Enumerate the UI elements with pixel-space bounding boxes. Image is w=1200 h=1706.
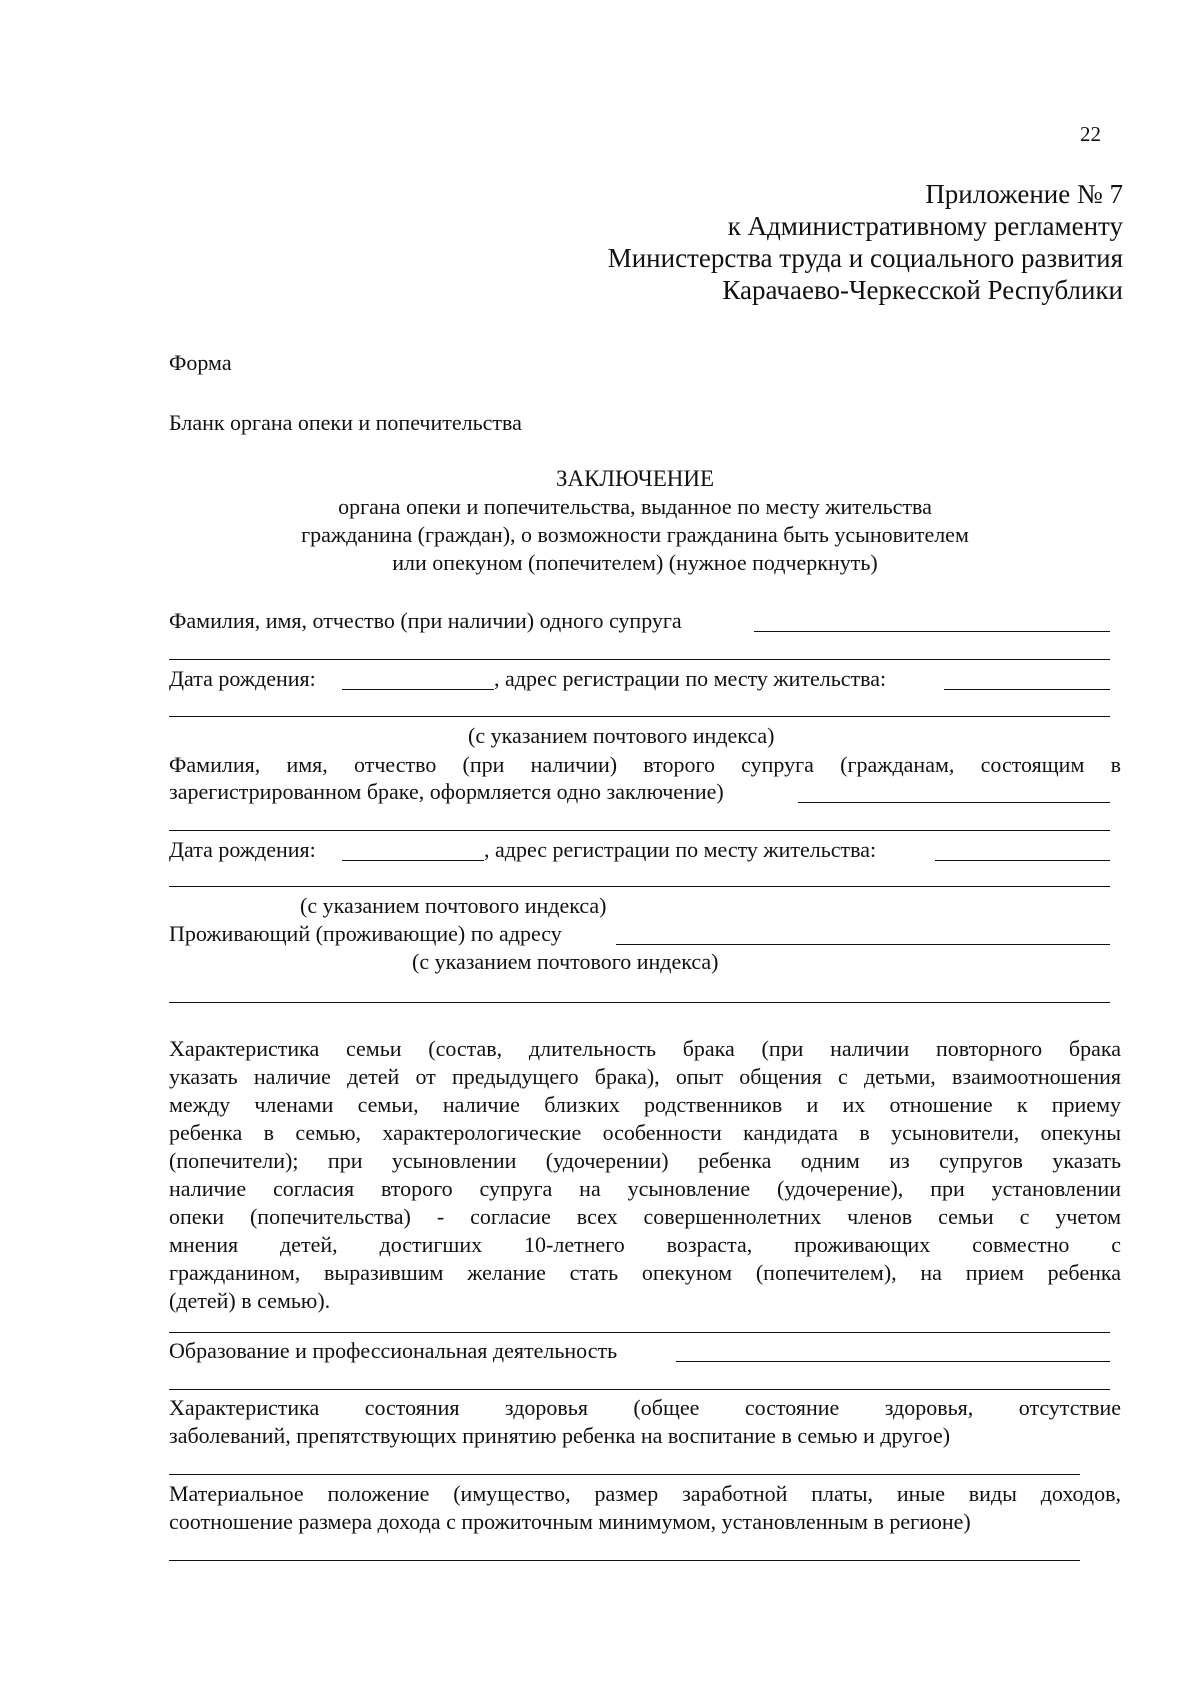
letterhead-label: Бланк органа опеки и попечительства [169, 410, 522, 435]
spouse1-name-label: Фамилия, имя, отчество (при наличии) одного супруга [169, 608, 682, 633]
postal-note-3: (с указанием почтового индекса) [412, 949, 719, 974]
health-blank[interactable] [169, 1474, 1080, 1475]
title-heading: ЗАКЛЮЧЕНИЕ [555, 466, 715, 491]
title-line-1: органа опеки и попечительства, выданное по месту жительства [338, 494, 932, 519]
family-line: между членами семьи, наличие близких родственников и их отношение к приему [169, 1092, 1121, 1117]
family-line: (попечители); при усыновлении (удочерении) ребенка одним из супругов указать [169, 1148, 1121, 1173]
family-line: ребенка в семью, характерологические особенности кандидата в усыновители, опекуны [169, 1120, 1121, 1145]
residing-label: Проживающий (проживающие) по адресу [169, 921, 562, 946]
spouse2-name-blank[interactable] [798, 802, 1110, 803]
appendix-republic: Карачаево-Черкесской Республики [722, 275, 1123, 305]
spouse1-name-blank-2[interactable] [169, 659, 1110, 660]
spouse2-line-1: Фамилия, имя, отчество (при наличии) второго супруга (гражданам, состоящим в [169, 752, 1121, 777]
title-line-3: или опекуном (попечителем) (нужное подчеркнуть) [392, 550, 878, 575]
family-line: гражданином, выразившим желание стать опекуном (попечителем), на прием ребенка [169, 1260, 1121, 1285]
birth-date-1-blank[interactable] [342, 689, 494, 690]
reg-address-2-blank-2[interactable] [169, 886, 1110, 887]
material-blank[interactable] [169, 1560, 1080, 1561]
spouse2-label [169, 751, 1121, 779]
residing-blank-2[interactable] [169, 1002, 1110, 1003]
education-blank[interactable] [676, 1361, 1110, 1362]
reg-address-1-blank-2[interactable] [169, 716, 1110, 717]
residing-blank[interactable] [616, 944, 1110, 945]
material-line: соотношение размера дохода с прожиточным минимумом, установленным в регионе) [169, 1509, 971, 1534]
reg-address-2-label: , адрес регистрации по месту жительства: [484, 837, 877, 862]
spouse2-name-blank-2[interactable] [169, 830, 1110, 831]
appendix-regulation: к Административному регламенту [727, 211, 1123, 241]
appendix-ministry: Министерства труда и социального развития [607, 243, 1123, 273]
reg-address-1-blank[interactable] [944, 689, 1110, 690]
birth-date-2-label: Дата рождения: [169, 837, 316, 862]
family-blank[interactable] [169, 1332, 1110, 1333]
form-label: Форма [169, 350, 232, 375]
family-line: мнения детей, достигших 10-летнего возраста, проживающих совместно с [169, 1232, 1121, 1257]
family-line: наличие согласия второго супруга на усыновление (удочерение), при установлении [169, 1176, 1121, 1201]
birth-date-1-label: Дата рождения: [169, 666, 316, 691]
page-number: 22 [1080, 122, 1101, 146]
education-blank-2[interactable] [169, 1389, 1110, 1390]
health-line: Характеристика состояния здоровья (общее состояние здоровья, отсутствие [169, 1395, 1121, 1420]
material-situation [169, 1480, 1121, 1536]
appendix-number: Приложение № 7 [925, 179, 1123, 209]
family-characteristics [169, 1035, 1121, 1315]
education-label: Образование и профессиональная деятельность [169, 1338, 618, 1363]
family-line: Характеристика семьи (состав, длительность брака (при наличии повторного брака [169, 1036, 1121, 1061]
title-line-2: гражданина (граждан), о возможности гражданина быть усыновителем [301, 522, 969, 547]
material-line: Материальное положение (имущество, размер заработной платы, иные виды доходов, [169, 1481, 1121, 1506]
family-line: указать наличие детей от предыдущего брака), опыт общения с детьми, взаимоотношения [169, 1064, 1121, 1089]
health-line: заболеваний, препятствующих принятию ребенка на воспитание в семью и другое) [169, 1423, 951, 1448]
reg-address-2-blank[interactable] [935, 860, 1110, 861]
spouse1-name-blank[interactable] [754, 631, 1110, 632]
health-characteristics [169, 1394, 1121, 1450]
family-line: опеки (попечительства) - согласие всех совершеннолетних членов семьи с учетом [169, 1204, 1121, 1229]
family-line: (детей) в семью). [169, 1288, 331, 1313]
reg-address-1-label: , адрес регистрации по месту жительства: [494, 666, 887, 691]
postal-note-2: (с указанием почтового индекса) [300, 893, 607, 918]
birth-date-2-blank[interactable] [342, 860, 484, 861]
spouse2-line-2: зарегистрированном браке, оформляется одно заключение) [169, 779, 724, 804]
postal-note-1: (с указанием почтового индекса) [468, 723, 775, 748]
